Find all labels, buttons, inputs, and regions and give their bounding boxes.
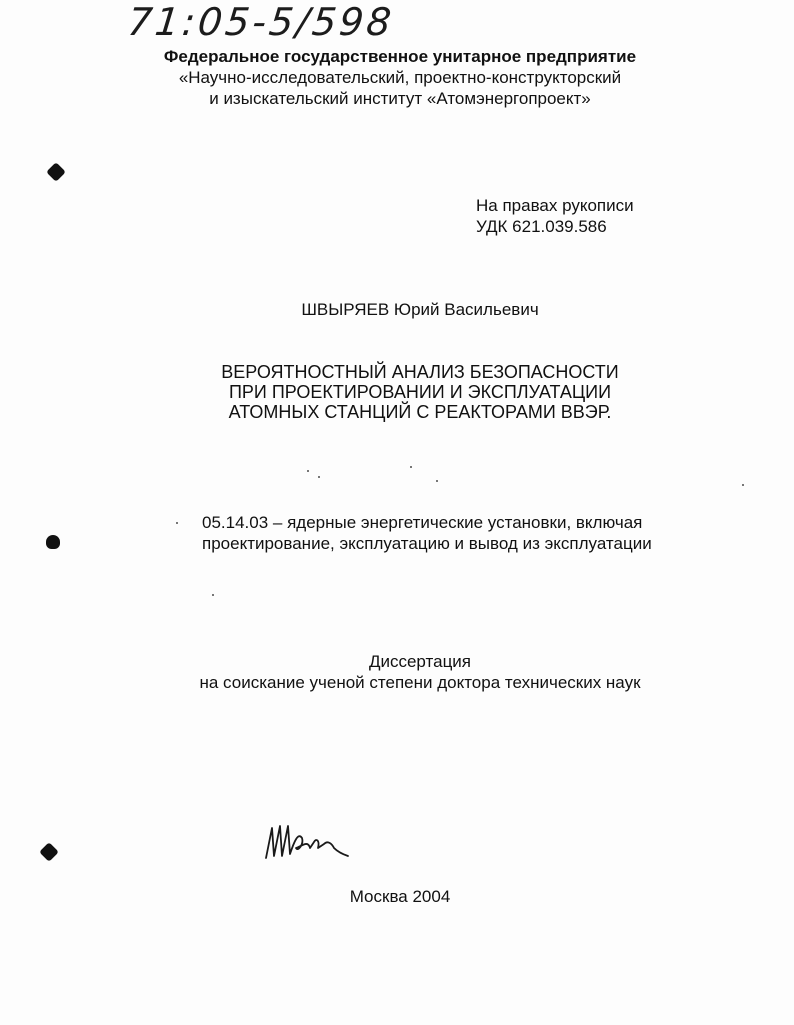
- dissertation-type-block: [120, 651, 720, 693]
- scan-speck: [410, 466, 412, 468]
- scan-speck: [307, 470, 309, 472]
- degree-description: на соискание ученой степени доктора технических наук: [199, 673, 641, 692]
- dissertation-title: [140, 362, 700, 422]
- organization-line-1: Федеральное государственное унитарное предприятие: [163, 47, 637, 66]
- city-and-year: Москва 2004: [349, 887, 451, 906]
- scan-speck: [318, 476, 320, 478]
- scan-speck: [436, 480, 438, 482]
- title-line-1: ВЕРОЯТНОСТНЫЙ АНАЛИЗ БЕЗОПАСНОСТИ: [221, 362, 619, 382]
- handwritten-signature: [262, 818, 362, 868]
- punch-hole-mark: [46, 535, 60, 549]
- punch-hole-mark: [39, 842, 59, 862]
- manuscript-rights-block: [476, 195, 634, 237]
- title-line-2: ПРИ ПРОЕКТИРОВАНИИ И ЭКСПЛУАТАЦИИ: [228, 382, 612, 402]
- scan-speck: [212, 594, 214, 596]
- title-line-3: АТОМНЫХ СТАНЦИЙ С РЕАКТОРАМИ ВВЭР.: [228, 402, 612, 422]
- manuscript-rights-label: На правах рукописи: [476, 196, 634, 215]
- scan-speck: [742, 484, 744, 486]
- organization-line-2: «Научно-исследовательский, проектно-конструкторский: [178, 68, 622, 87]
- punch-hole-mark: [46, 162, 66, 182]
- handwritten-archive-number: 71:05-5/598: [125, 0, 397, 44]
- scan-speck: [176, 522, 178, 524]
- dissertation-label: Диссертация: [368, 652, 472, 671]
- author-name: ШВЫРЯЕВ Юрий Васильевич: [301, 300, 539, 319]
- organization-line-3: и изыскательский институт «Атомэнергопроект»: [209, 89, 591, 108]
- organization-header: [120, 46, 680, 109]
- udc-code: УДК 621.039.586: [476, 217, 607, 236]
- specialty-line-2: проектирование, эксплуатацию и вывод из эксплуатации: [202, 534, 652, 553]
- specialty-line-1: 05.14.03 – ядерные энергетические установки, включая: [202, 513, 643, 532]
- specialty-code-block: [202, 512, 762, 554]
